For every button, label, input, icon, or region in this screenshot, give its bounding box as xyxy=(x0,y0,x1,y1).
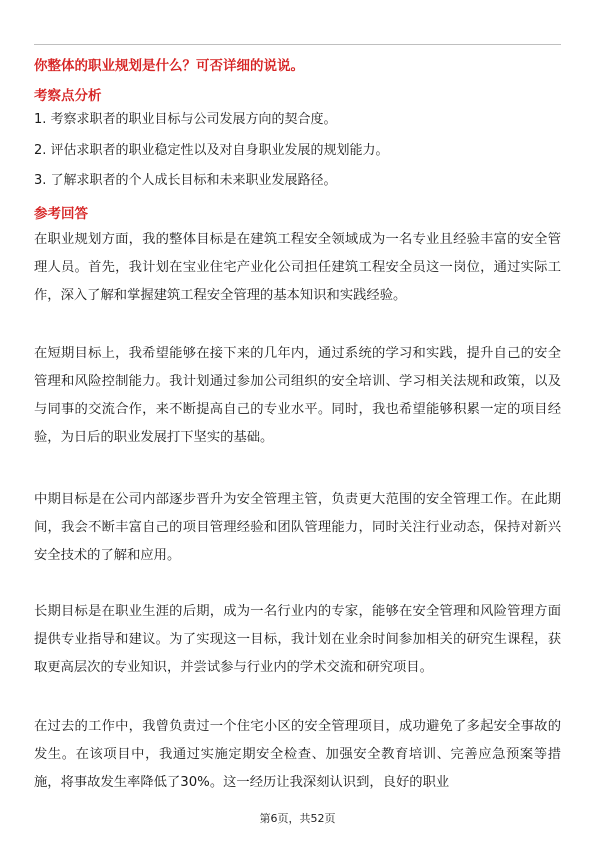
answer-paragraph: 中期目标是在公司内部逐步晋升为安全管理主管，负责更大范围的安全管理工作。在此期间，我会不断丰富自己的项目管理经验和团队管理能力，同时关注行业动态，保持对新兴安全技术的了解和应用。 xyxy=(34,492,561,563)
question-title: 你整体的职业规划是什么？可否详细的说说。 xyxy=(34,58,304,74)
answer-heading: 参考回答 xyxy=(34,206,88,222)
analysis-heading: 考察点分析 xyxy=(34,88,102,104)
page-number: 第6页，共52页 xyxy=(259,812,336,825)
answer-paragraph: 在短期目标上，我希望能够在接下来的几年内，通过系统的学习和实践，提升自己的安全管理和风险控制能力。我计划通过参加公司组织的安全培训、学习相关法规和政策，以及与同事的交流合作，来不断提高自己的专业水平。同时，我也希望能够积累一定的项目经验，为日后的职业发展打下坚实的基础。 xyxy=(34,346,561,445)
analysis-point: 2. 评估求职者的职业稳定性以及对自身职业发展的规划能力。 xyxy=(34,143,389,158)
answer-paragraph: 长期目标是在职业生涯的后期，成为一名行业内的专家，能够在安全管理和风险管理方面提供专业指导和建议。为了实现这一目标，我计划在业余时间参加相关的研究生课程，获取更高层次的专业知识，并尝试参与行业内的学术交流和研究项目。 xyxy=(34,604,561,675)
analysis-point: 1. 考察求职者的职业目标与公司发展方向的契合度。 xyxy=(34,112,337,127)
answer-paragraph: 在职业规划方面，我的整体目标是在建筑工程安全领域成为一名专业且经验丰富的安全管理人员。首先，我计划在宝业住宅产业化公司担任建筑工程安全员这一岗位，通过实际工作，深入了解和掌握建筑工程安全管理的基本知识和实践经验。 xyxy=(34,232,561,303)
analysis-point: 3. 了解求职者的个人成长目标和未来职业发展路径。 xyxy=(34,173,337,188)
header-divider xyxy=(34,44,561,45)
answer-paragraph: 在过去的工作中，我曾负责过一个住宅小区的安全管理项目，成功避免了多起安全事故的发生。在该项目中，我通过实施定期安全检查、加强安全教育培训、完善应急预案等措施，将事故发生率降低了30%。这一经历让我深刻认识到，良好的职业 xyxy=(34,719,561,790)
